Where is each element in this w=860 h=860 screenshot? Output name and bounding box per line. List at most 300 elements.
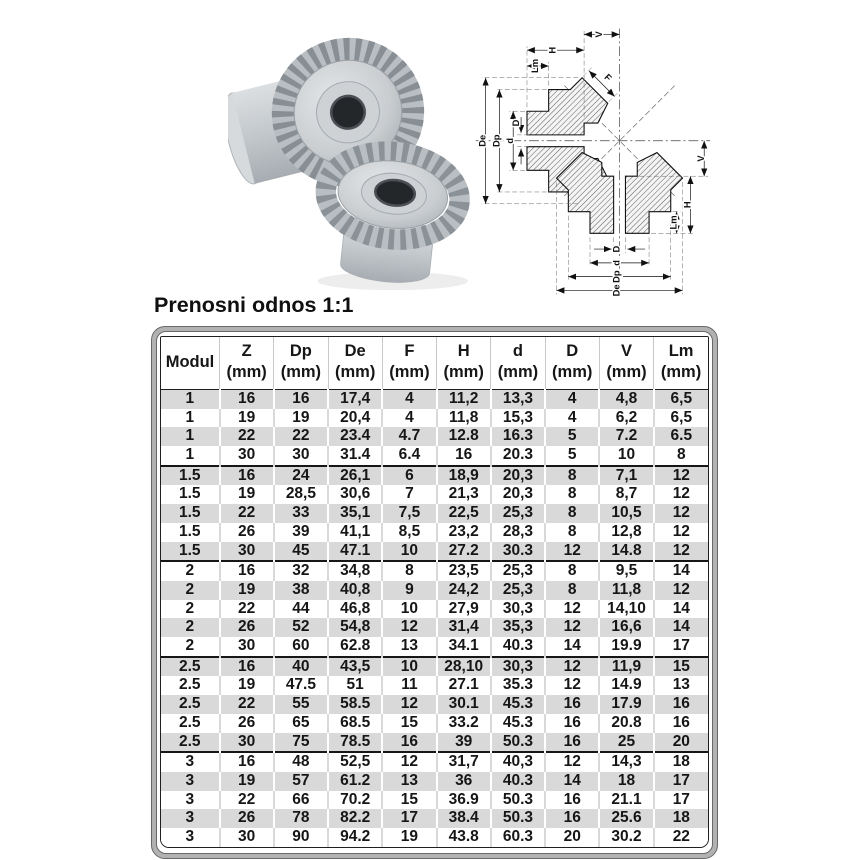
- cell: 30: [274, 446, 328, 466]
- cell: 40.3: [491, 772, 545, 791]
- cell: 20,4: [328, 409, 382, 428]
- page-title: Prenosni odnos 1:1: [154, 293, 354, 317]
- cell: 44: [274, 600, 328, 619]
- cell: 4.7: [382, 427, 436, 446]
- cell: 6,5: [654, 409, 708, 428]
- cell: 12: [545, 600, 599, 619]
- cell: 25.6: [599, 809, 653, 828]
- cell: 8: [545, 504, 599, 523]
- cell: 12: [654, 485, 708, 504]
- table-row: [161, 561, 708, 581]
- cell: 11,8: [599, 581, 653, 600]
- dim-label-V-right: V: [696, 155, 707, 162]
- cell: 8: [382, 561, 436, 581]
- cell: 16: [220, 657, 274, 677]
- cell: 14: [545, 637, 599, 657]
- cell: 10: [382, 542, 436, 562]
- cell: 39: [437, 733, 491, 753]
- cell: 24: [274, 466, 328, 486]
- cell: 16: [220, 389, 274, 408]
- cell: 82.2: [328, 809, 382, 828]
- cell: 30,3: [491, 657, 545, 677]
- cell-modul: 1: [161, 409, 220, 428]
- cell: 16: [654, 714, 708, 733]
- cell: 12: [545, 657, 599, 677]
- cell: 16: [545, 809, 599, 828]
- cell-modul: 2.5: [161, 695, 220, 714]
- cell: 8: [545, 485, 599, 504]
- cell-modul: 2.5: [161, 733, 220, 753]
- cell: 10: [382, 657, 436, 677]
- cell: 19: [274, 409, 328, 428]
- cell: 36: [437, 772, 491, 791]
- cell: 30: [220, 446, 274, 466]
- cell: 23,2: [437, 523, 491, 542]
- cell: 26: [220, 809, 274, 828]
- table-row: [161, 657, 708, 677]
- cell: 22: [220, 695, 274, 714]
- cell: 46,8: [328, 600, 382, 619]
- cell-modul: 2.5: [161, 714, 220, 733]
- cell: 20,3: [491, 485, 545, 504]
- cell: 7,1: [599, 466, 653, 486]
- cell: 12: [382, 752, 436, 772]
- dim-label-H-top: H: [547, 46, 558, 54]
- cell: 30,6: [328, 485, 382, 504]
- cell: 34,8: [328, 561, 382, 581]
- cell: 57: [274, 772, 328, 791]
- cell: 20: [654, 733, 708, 753]
- cell: 19: [220, 409, 274, 428]
- cell: 25,3: [491, 561, 545, 581]
- cell-modul: 1: [161, 427, 220, 446]
- cell-modul: 1.5: [161, 542, 220, 562]
- cell: 22: [220, 504, 274, 523]
- cell: 21,3: [437, 485, 491, 504]
- cell: 16.3: [491, 427, 545, 446]
- cell: 12: [654, 504, 708, 523]
- cell: 6: [382, 466, 436, 486]
- cell: 15,3: [491, 409, 545, 428]
- cell: 40: [274, 657, 328, 677]
- cell-modul: 1.5: [161, 485, 220, 504]
- cell: 48: [274, 752, 328, 772]
- cell-modul: 3: [161, 809, 220, 828]
- cell: 55: [274, 695, 328, 714]
- cell: 38: [274, 581, 328, 600]
- cell: 17: [382, 809, 436, 828]
- dim-label-Lm-top: Lm: [529, 58, 540, 73]
- cell: 50.3: [491, 733, 545, 753]
- spec-table-body: [161, 389, 708, 846]
- cell: 70.2: [328, 791, 382, 810]
- cell: 16: [220, 466, 274, 486]
- cell: 11,2: [437, 389, 491, 408]
- table-row: [161, 485, 708, 504]
- cell-modul: 2.5: [161, 657, 220, 677]
- cell: 58.5: [328, 695, 382, 714]
- cell: 14.9: [599, 676, 653, 695]
- column-header-D: D (mm): [545, 337, 599, 389]
- cell: 20.3: [491, 446, 545, 466]
- cell-modul: 3: [161, 752, 220, 772]
- cell: 94.2: [328, 828, 382, 847]
- cell: 19: [220, 485, 274, 504]
- cell: 25: [599, 733, 653, 753]
- table-frame: [151, 326, 718, 859]
- cell: 68.5: [328, 714, 382, 733]
- table-row: [161, 733, 708, 753]
- cell-modul: 3: [161, 828, 220, 847]
- cell: 19: [220, 772, 274, 791]
- cell: 22: [654, 828, 708, 847]
- cell: 40,8: [328, 581, 382, 600]
- cell: 7,5: [382, 504, 436, 523]
- cell: 14: [545, 772, 599, 791]
- cell: 31.4: [328, 446, 382, 466]
- cell: 14.8: [599, 542, 653, 562]
- cell: 13: [382, 637, 436, 657]
- cell-modul: 2: [161, 600, 220, 619]
- cell: 25,3: [491, 504, 545, 523]
- cell: 54,8: [328, 618, 382, 637]
- table-row: [161, 389, 708, 408]
- table-row: [161, 466, 708, 486]
- table-row: [161, 427, 708, 446]
- cell: 33.2: [437, 714, 491, 733]
- table-row: [161, 600, 708, 619]
- cell: 23,5: [437, 561, 491, 581]
- cell-modul: 2: [161, 561, 220, 581]
- cell: 43,5: [328, 657, 382, 677]
- table-row: [161, 791, 708, 810]
- cell: 30: [220, 542, 274, 562]
- column-header-H: H (mm): [437, 337, 491, 389]
- cell: 26,1: [328, 466, 382, 486]
- cell: 9: [382, 581, 436, 600]
- cell: 50.3: [491, 809, 545, 828]
- cell: 16: [545, 791, 599, 810]
- cell: 16: [220, 752, 274, 772]
- cell: 16,6: [599, 618, 653, 637]
- column-header-Lm: Lm (mm): [654, 337, 708, 389]
- dim-label-Dp-bottom: Dp: [611, 270, 622, 283]
- cell-modul: 2: [161, 637, 220, 657]
- table-row: [161, 828, 708, 847]
- cell: 26: [220, 523, 274, 542]
- cell: 90: [274, 828, 328, 847]
- cell: 41,1: [328, 523, 382, 542]
- cell: 8,5: [382, 523, 436, 542]
- cell: 17,4: [328, 389, 382, 408]
- cell: 22: [220, 427, 274, 446]
- cell: 14,3: [599, 752, 653, 772]
- cell-modul: 2: [161, 618, 220, 637]
- table-row: [161, 676, 708, 695]
- cell: 43.8: [437, 828, 491, 847]
- table-row: [161, 752, 708, 772]
- bevel-gear-bottom: [317, 145, 464, 288]
- cell: 16: [382, 733, 436, 753]
- cell: 35,1: [328, 504, 382, 523]
- technical-drawing: [462, 12, 718, 304]
- cell: 22: [274, 427, 328, 446]
- cell-modul: 2.5: [161, 676, 220, 695]
- table-row: [161, 504, 708, 523]
- column-header-Modul: Modul: [161, 337, 220, 389]
- cell: 78.5: [328, 733, 382, 753]
- column-header-V: V (mm): [599, 337, 653, 389]
- cell: 26: [220, 714, 274, 733]
- cell: 12: [545, 676, 599, 695]
- cell: 17: [654, 791, 708, 810]
- cell: 27.1: [437, 676, 491, 695]
- cell: 6,2: [599, 409, 653, 428]
- cell: 12: [545, 752, 599, 772]
- cell: 14: [654, 561, 708, 581]
- cell: 18: [654, 752, 708, 772]
- cell: 22: [220, 791, 274, 810]
- cell: 35,3: [491, 618, 545, 637]
- cell: 28,3: [491, 523, 545, 542]
- table-row: [161, 523, 708, 542]
- cell: 7.2: [599, 427, 653, 446]
- cell: 12: [654, 542, 708, 562]
- cell: 75: [274, 733, 328, 753]
- cell: 30,3: [491, 600, 545, 619]
- cell: 15: [382, 791, 436, 810]
- cell: 60: [274, 637, 328, 657]
- cell: 6,5: [654, 389, 708, 408]
- spec-table: [161, 337, 708, 847]
- cell: 4: [382, 389, 436, 408]
- cell: 22: [220, 600, 274, 619]
- table-row: [161, 409, 708, 428]
- gear-photo: [228, 14, 472, 300]
- table-row: [161, 542, 708, 562]
- cell: 28,10: [437, 657, 491, 677]
- cell-modul: 3: [161, 791, 220, 810]
- cell: 11: [382, 676, 436, 695]
- cell: 36.9: [437, 791, 491, 810]
- cell: 35.3: [491, 676, 545, 695]
- cell-modul: 3: [161, 772, 220, 791]
- cell: 15: [654, 657, 708, 677]
- cell: 33: [274, 504, 328, 523]
- cell: 14,10: [599, 600, 653, 619]
- column-header-F: F (mm): [382, 337, 436, 389]
- cell: 8: [545, 466, 599, 486]
- cell: 17: [654, 637, 708, 657]
- table-row: [161, 714, 708, 733]
- cell: 47.5: [274, 676, 328, 695]
- cell: 6.4: [382, 446, 436, 466]
- cell: 31,4: [437, 618, 491, 637]
- cell: 30.1: [437, 695, 491, 714]
- cell: 25,3: [491, 581, 545, 600]
- cell-modul: 1: [161, 446, 220, 466]
- cell: 4: [545, 389, 599, 408]
- cell: 52: [274, 618, 328, 637]
- cell: 4: [382, 409, 436, 428]
- cell: 45: [274, 542, 328, 562]
- cell: 8: [545, 523, 599, 542]
- cell: 30: [220, 828, 274, 847]
- cell: 12: [545, 542, 599, 562]
- cell: 13,3: [491, 389, 545, 408]
- dim-label-V-top: V: [593, 31, 604, 38]
- dim-label-De-left: De: [477, 134, 488, 147]
- cell: 12: [545, 618, 599, 637]
- cell: 13: [382, 772, 436, 791]
- table-row: [161, 446, 708, 466]
- cell: 45.3: [491, 695, 545, 714]
- column-header-Dp: Dp (mm): [274, 337, 328, 389]
- dim-label-De-bottom: De: [611, 284, 622, 297]
- cell: 19: [220, 581, 274, 600]
- cell: 12: [654, 466, 708, 486]
- cell: 8: [545, 581, 599, 600]
- cell: 45.3: [491, 714, 545, 733]
- cell: 9,5: [599, 561, 653, 581]
- cell: 27,9: [437, 600, 491, 619]
- cell: 38.4: [437, 809, 491, 828]
- cell: 12: [654, 581, 708, 600]
- cell: 27.2: [437, 542, 491, 562]
- cell-modul: 1: [161, 389, 220, 408]
- cell: 4: [545, 409, 599, 428]
- cell: 20.8: [599, 714, 653, 733]
- cell: 12: [382, 618, 436, 637]
- cell-modul: 2: [161, 581, 220, 600]
- cell: 10: [382, 600, 436, 619]
- column-header-Z: Z (mm): [220, 337, 274, 389]
- cell: 12: [382, 695, 436, 714]
- cell: 5: [545, 446, 599, 466]
- dim-label-Dp-left: Dp: [491, 134, 502, 148]
- cell: 7: [382, 485, 436, 504]
- cell-modul: 1.5: [161, 523, 220, 542]
- cell: 13: [654, 676, 708, 695]
- cell: 51: [328, 676, 382, 695]
- cell: 39: [274, 523, 328, 542]
- cell: 12.8: [437, 427, 491, 446]
- cell: 23.4: [328, 427, 382, 446]
- header-row: [161, 337, 708, 389]
- cell: 32: [274, 561, 328, 581]
- spec-table-border: [160, 336, 709, 848]
- table-row: [161, 637, 708, 657]
- dim-label-H-right: H: [682, 201, 693, 209]
- cell: 40.3: [491, 637, 545, 657]
- dim-label-Lm-right: Lm: [668, 215, 679, 230]
- table-frame-inner: [156, 331, 713, 854]
- cell: 60.3: [491, 828, 545, 847]
- cell: 18: [654, 809, 708, 828]
- cell: 17: [654, 772, 708, 791]
- cell: 11,8: [437, 409, 491, 428]
- cell: 78: [274, 809, 328, 828]
- cell: 19.9: [599, 637, 653, 657]
- cell: 19: [220, 676, 274, 695]
- cell: 30: [220, 733, 274, 753]
- cell: 40,3: [491, 752, 545, 772]
- cell: 16: [220, 561, 274, 581]
- cell: 30: [220, 637, 274, 657]
- cell: 12: [654, 523, 708, 542]
- cell: 30.2: [599, 828, 653, 847]
- cell: 30.3: [491, 542, 545, 562]
- cell: 8,7: [599, 485, 653, 504]
- cell: 20: [545, 828, 599, 847]
- cell: 66: [274, 791, 328, 810]
- cell: 16: [545, 695, 599, 714]
- cell: 14: [654, 600, 708, 619]
- cell: 15: [382, 714, 436, 733]
- cell: 21.1: [599, 791, 653, 810]
- cell: 8: [545, 561, 599, 581]
- cell: 22,5: [437, 504, 491, 523]
- cell: 62.8: [328, 637, 382, 657]
- cell: 8: [654, 446, 708, 466]
- cell: 4,8: [599, 389, 653, 408]
- cell: 17.9: [599, 695, 653, 714]
- table-row: [161, 618, 708, 637]
- cell: 16: [545, 714, 599, 733]
- cell: 11,9: [599, 657, 653, 677]
- cell: 28,5: [274, 485, 328, 504]
- cell: 61.2: [328, 772, 382, 791]
- column-header-d: d (mm): [491, 337, 545, 389]
- table-row: [161, 581, 708, 600]
- column-header-De: De (mm): [328, 337, 382, 389]
- spec-table-header: [161, 337, 708, 389]
- cell: 12,8: [599, 523, 653, 542]
- dim-label-F-diагonal: F: [602, 72, 614, 84]
- cell: 26: [220, 618, 274, 637]
- table-row: [161, 772, 708, 791]
- cell: 5: [545, 427, 599, 446]
- dim-label-d-left: d: [505, 137, 516, 144]
- cell: 16: [437, 446, 491, 466]
- cell: 10: [599, 446, 653, 466]
- dim-label-d-bottom: d: [611, 260, 622, 266]
- dim-label-D-bottom: D: [611, 245, 622, 253]
- cell: 47.1: [328, 542, 382, 562]
- cell: 16: [545, 733, 599, 753]
- cell: 18: [599, 772, 653, 791]
- table-row: [161, 809, 708, 828]
- table-row: [161, 695, 708, 714]
- cell: 19: [382, 828, 436, 847]
- cell: 10,5: [599, 504, 653, 523]
- cell: 50.3: [491, 791, 545, 810]
- cell: 24,2: [437, 581, 491, 600]
- cell: 52,5: [328, 752, 382, 772]
- cell: 16: [274, 389, 328, 408]
- dim-label-D-left: D: [511, 119, 522, 127]
- cell: 18,9: [437, 466, 491, 486]
- cell: 6.5: [654, 427, 708, 446]
- cell: 34.1: [437, 637, 491, 657]
- cell-modul: 1.5: [161, 466, 220, 486]
- cell: 14: [654, 618, 708, 637]
- cell-modul: 1.5: [161, 504, 220, 523]
- cell: 31,7: [437, 752, 491, 772]
- cell: 20,3: [491, 466, 545, 486]
- cell: 65: [274, 714, 328, 733]
- cell: 16: [654, 695, 708, 714]
